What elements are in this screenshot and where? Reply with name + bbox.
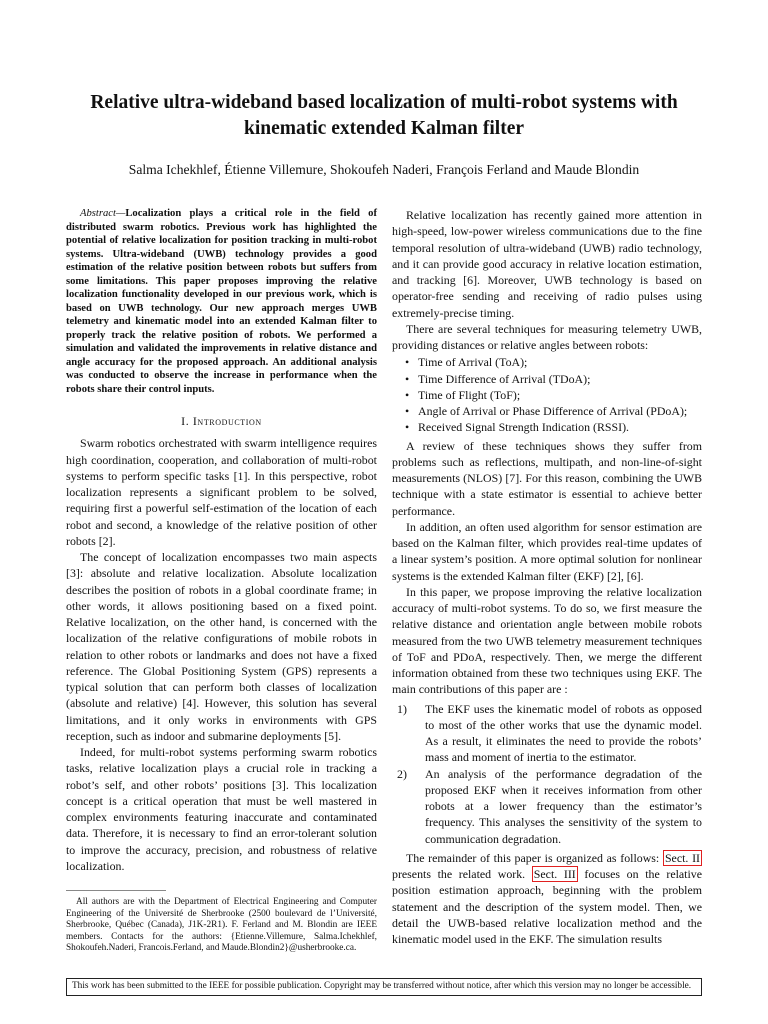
section-2-link[interactable]: Sect. II (664, 850, 700, 865)
abstract-label: Abstract (80, 208, 116, 219)
ieee-submission-notice: This work has been submitted to the IEEE for possible publication. Copyright may be transferred without notice, after which this version may no longer be accessible. (66, 978, 702, 996)
abstract-text: Localization plays a critical role in the field of distributed swarm robotics. Previous work has highlighted the potential of relative localization for position tracking in multi-robot systems. Ultra-wideband (UWB) technology provides a good estimation of the relative position between robots but suffers from some limitations. This paper proposes improving the relative localization functionality developed in our previous work, which is based on UWB technology. Our new approach merges UWB telemetry and kinematic model into an extended Kalman filter to properly track the relative position of robots. We performed a simulation and validated the improvements in relative distance and angle accuracy for the proposed approach. An additional analysis was conducted to observe the increase in performance when the robots share their control inputs. (66, 208, 377, 395)
list-item: • Angle of Arrival or Phase Difference of Arrival (PDoA); (418, 403, 702, 419)
list-item (392, 766, 702, 847)
right-column (392, 207, 702, 947)
outline-text-b: presents the related work. (392, 867, 532, 881)
intro-paragraph-9 (392, 850, 702, 948)
list-item: • Time of Flight (ToF); (418, 387, 702, 403)
paper-title-line-2: kinematic extended Kalman filter (244, 118, 524, 139)
contribution-number: 1) (397, 701, 407, 716)
paper-authors: Salma Ichekhlef, Étienne Villemure, Shokoufeh Naderi, François Ferland and Maude Blondin (128, 162, 640, 177)
list-item: • Time of Arrival (ToA); (418, 354, 702, 370)
contributions-list (392, 701, 702, 847)
author-affiliation-footnote: All authors are with the Department of Electrical Engineering and Computer Engineering of the Université de Sherbrooke (2500 boulevard de l’Université, Sherbrooke, Québec (Canada), J1K-2R1). F. Ferland and M. Blondin are IEEE members. Contacts for the authors: {Etienne.Villemure, Salma.Ichekhlef, Shokoufeh.Naderi, Francois.Ferland, and Maude.Blondin2}@usherbrooke.ca. (66, 897, 377, 954)
contribution-number: 2) (397, 766, 407, 781)
footnote-divider (66, 890, 166, 891)
list-item (392, 701, 702, 766)
list-item: • Time Difference of Arrival (TDoA); (418, 371, 702, 387)
uwb-techniques-list (392, 354, 702, 435)
list-item: • Received Signal Strength Indication (RSSI). (418, 419, 702, 435)
intro-paragraph-7: In addition, an often used algorithm for sensor estimation are based on the Kalman filter, which provides real-time updates of a linear system’s position. A more optimal solution for nonlinear systems is the extended Kalman filter (EKF) [2], [6]. (392, 519, 702, 583)
intro-paragraph-2: The concept of localization encompasses two main aspects [3]: absolute and relative localization. Absolute localization describes the position of robots in a global coordinate frame; in other words, it allows positioning based on a fixed point. Relative localization, on the other hand, is concerned with the localization of the relative configurations of mobile robots in relation to other robots or landmarks and does not have a fixed reference. The Global Positioning System (GPS) represents a typical solution that can perform both classes of localization (absolute and relative) [4]. However, this solution has several limitations, and it only works in environments with GPS reception, such as indoor and submarine deployments [5]. (66, 550, 377, 743)
section-3-link[interactable]: Sect. III (533, 867, 576, 881)
intro-paragraph-6: A review of these techniques shows they suffer from problems such as reflections, multipath, and non-line-of-sight measurements (NLOS) [7]. For this reason, combining the UWB technique with a state estimator is essential to achieve better performance. (392, 438, 702, 518)
outline-text-c: focuses on the relative position estimation approach, beginning with the problem statement and the description of the system model. Then, we detail the UWB-based relative localization method and the kinematic model used in the EKF. The simulation results (392, 867, 703, 946)
intro-paragraph-3: Indeed, for multi-robot systems performing swarm robotics tasks, relative localization plays a crucial role in tracking a robot’s self, and other robots’ positions [3]. This localization concept is a critical operation that must be well mastered in complex environments featuring inaccurate and contaminated data. Therefore, it is necessary to find an error-tolerant solution to improve the accuracy, precision, and robustness of relative localization. (66, 745, 377, 873)
left-column (66, 207, 377, 955)
intro-paragraph-5: There are several techniques for measuring telemetry UWB, providing distances or relative angles between robots: (392, 321, 702, 352)
abstract (66, 207, 377, 396)
section-heading-introduction: I. Introduction (181, 414, 262, 428)
intro-paragraph-4: Relative localization has recently gained more attention in high-speed, low-power wireless communications due to the fine temporal resolution of ultra-wideband (UWB) radio technology, and it can provide good accuracy in relative location estimation, and tracking [6]. Moreover, UWB technology is based on operator-free sending and receiving of radio pulses using extremely-precise timing. (392, 208, 702, 320)
paper-title (60, 90, 708, 142)
contribution-text: An analysis of the performance degradation of the proposed EKF when it receives information from other robots at a lower frequency than the estimator’s frequency. This analyses the sensitivity of the system to communication degradation. (425, 766, 702, 846)
abstract-dash: — (115, 208, 126, 219)
intro-paragraph-1: Swarm robotics orchestrated with swarm intelligence requires high coordination, cooperation, and collaboration of multi-robot systems to perform specific tasks [1]. In this perspective, robot localization represents a significant problem to be solved, requiring first a powerful self-estimation of the location of each robot and second, a knowledge of the relative position of other robots [2]. (66, 436, 377, 548)
contribution-text: The EKF uses the kinematic model of robots as opposed to most of the other works that use the dynamic model. As a result, it eliminates the need to provide the robots’ mass and moment of inertia to the estimator. (425, 701, 702, 765)
paper-title-line-1: Relative ultra-wideband based localization of multi-robot systems with (90, 92, 678, 113)
outline-text-a: The remainder of this paper is organized as follows: (406, 850, 663, 865)
intro-paragraph-8: In this paper, we propose improving the relative localization accuracy of multi-robot systems. To do so, we first measure the relative distance and orientation angle between mobile robots measured from the two UWB telemetry measurement techniques of ToF and PDoA, respectively. Then, we merge the different information obtained from these two techniques using EKF. The main contributions of this paper are : (392, 584, 702, 697)
